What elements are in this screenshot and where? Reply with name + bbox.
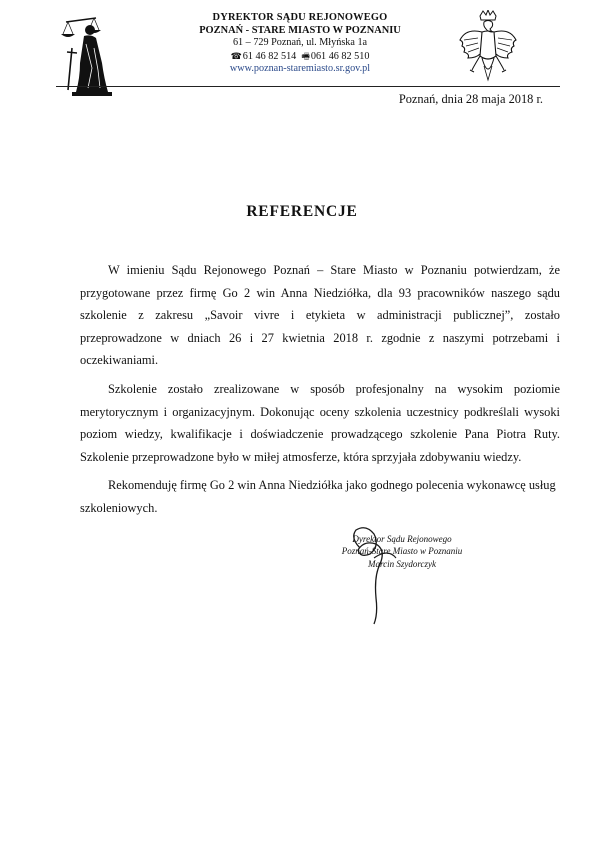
letterhead-divider xyxy=(56,86,560,87)
signature-role: Dyrektor Sądu Rejonowego xyxy=(352,534,452,544)
letterhead-phone: 61 46 82 514 xyxy=(242,50,297,62)
signature-institution: Poznań-Stare Miasto w Poznaniu xyxy=(341,546,463,557)
letterhead-address: 61 – 729 Poznań, ul. Młyńska 1a xyxy=(232,37,368,48)
letterhead-website: www.poznan-staremiasto.sr.gov.pl xyxy=(229,63,371,74)
polish-eagle-emblem-icon xyxy=(456,10,520,90)
body-paragraph-1: W imieniu Sądu Rejonowego Poznań – Stare Miasto w Poznaniu potwierdzam, że przygotowane przez firmę Go 2 win Anna Niedziółka, dla 93 pracowników naszego sądu szkolenie z zakresu „Savoir vivre i etykieta w administracji publicznej”, zostało przeprowadzone w dniach 26 i 27 kwietnia 2018 r. zgodnie z naszymi potrzebami i oczekiwaniami. xyxy=(80,263,560,368)
letter-body xyxy=(80,259,560,526)
body-paragraph-2: Szkolenie zostało zrealizowane w sposób profesjonalny na wysokim poziomie merytorycznym i organizacyjnym. Dokonując oceny szkolenia uczestnicy podkreślali wysoki poziom wiedzy, kwalifikacje i doświadczenie prowadzącego szkolenie Pana Piotra Ruty. Szkolenie przeprowadzone było w miłej atmosferze, która sprzyjała zdobywaniu wiedzy. xyxy=(80,381,560,464)
body-paragraph-3: Rekomenduję firmę Go 2 win Anna Niedziółka jako godnego polecenia wykonawcę usług szkoleniowych. xyxy=(80,478,556,515)
letterhead-subtitle: POZNAŃ - STARE MIASTO W POZNANIU xyxy=(199,24,401,36)
document-date: Poznań, dnia 28 maja 2018 r. xyxy=(398,92,543,106)
signature-name: Marcin Szydorczyk xyxy=(367,558,437,569)
signature-block xyxy=(312,533,492,570)
document-title: REFERENCJE xyxy=(246,203,358,220)
letterhead xyxy=(175,12,425,76)
phone-icon: ☎ xyxy=(230,50,242,61)
letterhead-title: DYREKTOR SĄDU REJONOWEGO xyxy=(212,12,388,23)
letterhead-fax: 061 46 82 510 xyxy=(310,50,370,62)
lady-justice-icon xyxy=(58,8,118,98)
fax-icon: 🖷 xyxy=(301,50,310,61)
letterhead-contacts xyxy=(175,50,425,64)
